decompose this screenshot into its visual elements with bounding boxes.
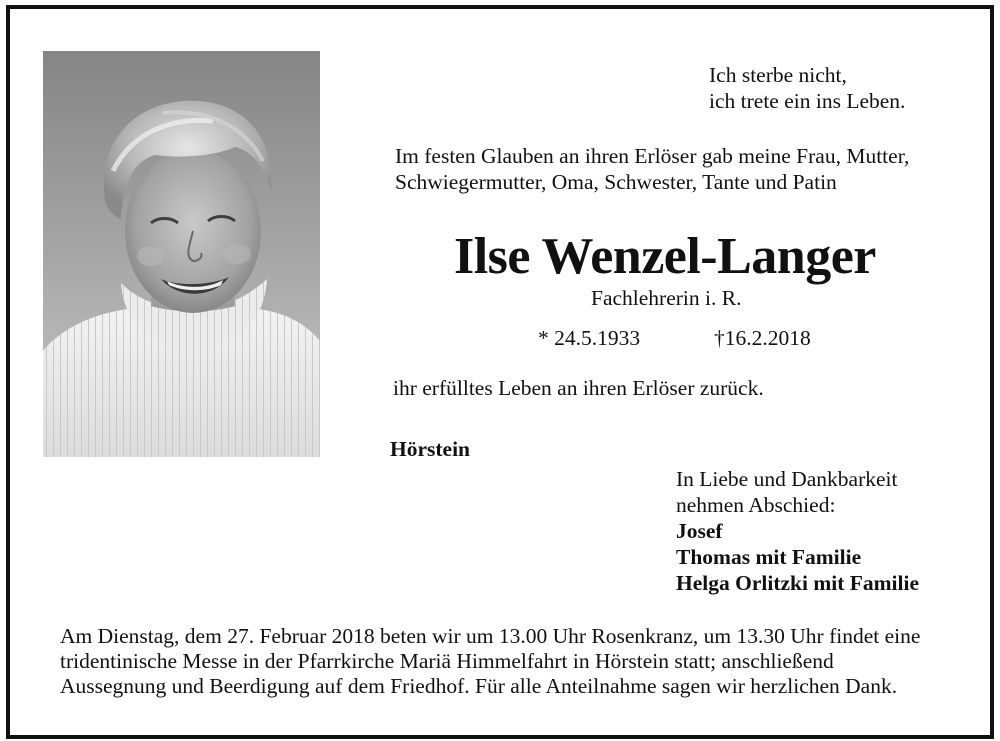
mourners-intro-line: In Liebe und Dankbarkeit [676, 467, 898, 491]
service-line: Am Dienstag, dem 27. Februar 2018 beten wir um 13.00 Uhr Rosenkranz, um 13.30 Uhr findet eine [60, 624, 921, 648]
birth-date: * 24.5.1933 [538, 326, 641, 350]
mourners-intro-line: nehmen Abschied: [676, 493, 836, 517]
mourners-block [676, 466, 919, 596]
mourner-name: Thomas mit Familie [676, 545, 862, 569]
motto-line: Ich sterbe nicht, [709, 63, 847, 87]
motto [709, 62, 905, 114]
intro-line: Schwiegermutter, Oma, Schwester, Tante und Patin [395, 170, 837, 194]
service-line: tridentinische Messe in der Pfarrkirche Mariä Himmelfahrt in Hörstein statt; anschließend [60, 649, 834, 673]
deceased-profession: Fachlehrerin i. R. [591, 286, 742, 310]
intro-line: Im festen Glauben an ihren Erlöser gab meine Frau, Mutter, [395, 144, 910, 168]
service-line: Aussegnung und Beerdigung auf dem Friedhof. Für alle Anteilnahme sagen wir herzlichen Dank. [60, 674, 898, 698]
mourner-name: Josef [676, 519, 723, 543]
place-name: Hörstein [390, 437, 471, 461]
intro-text [395, 143, 909, 195]
portrait-photo [43, 51, 320, 457]
motto-line: ich trete ein ins Leben. [709, 89, 906, 113]
returned-text: ihr erfülltes Leben an ihren Erlöser zurück. [393, 376, 764, 400]
deceased-name: Ilse Wenzel-Langer [454, 228, 876, 285]
mourner-name: Helga Orlitzki mit Familie [676, 571, 920, 595]
service-info [60, 624, 920, 699]
death-date: †16.2.2018 [714, 326, 811, 350]
